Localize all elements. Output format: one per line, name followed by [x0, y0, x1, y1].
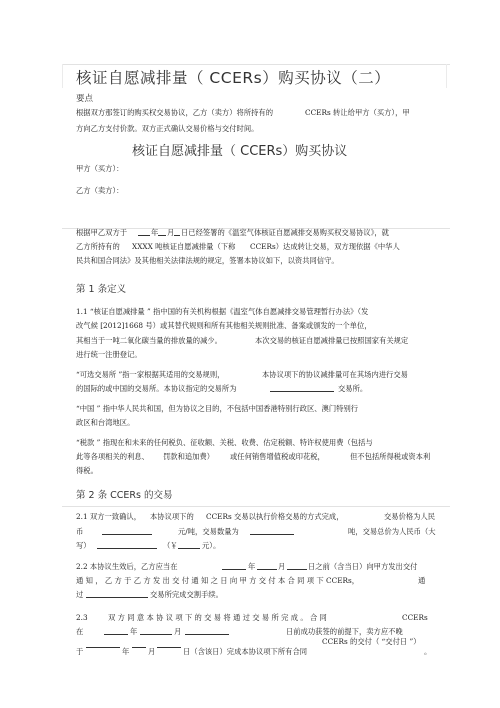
blank-line [140, 628, 172, 635]
preamble-text: 年 [151, 228, 159, 237]
clause-line: 年 [130, 627, 138, 636]
preamble-text: 根据甲乙双方于 [76, 228, 128, 237]
clause-line: 交易价格为人民 [384, 512, 436, 521]
clause-line: 通 知 ， 乙 方 于 乙 方 发 出 交 付 通 知 之 日 向 甲 方 交 付 本 合 同 项 下 CCERs， [76, 576, 360, 585]
clause-line: 交易所完成交割手续。 [150, 590, 223, 599]
preamble-text: 月 [167, 228, 175, 237]
clause-line: 2.3 [76, 613, 88, 622]
clause-line: 的国际的或中国的交易所。本协议指定的交易所为 [76, 384, 237, 393]
clause-line: 于 [76, 647, 84, 656]
clause-line: 年 [248, 562, 256, 571]
blank-line [158, 229, 166, 236]
clause-line: 日（含该日）完成本协议项下所有合同 [183, 647, 308, 656]
blank-line [104, 628, 128, 635]
clause-line: 日之前（含当日）向甲方发出交付 [308, 562, 418, 571]
clause-line: 政区和台湾地区。 [76, 418, 135, 427]
divider [446, 64, 447, 88]
blank-line [222, 563, 246, 570]
clause-line: 改气候 [2012]1668 号）或其替代规则和所有其他相关规则批准、备案或颁发的一个单位， [76, 321, 372, 330]
clause-line: 写） [76, 541, 91, 550]
clause-line: “税款 ” 指现在和未来的任何税负、征收额、关税、收费、估定税额、特许权使用费（包括与 [76, 438, 373, 447]
clause-line: 日前成功获签的前提下，卖方应不晚 [286, 627, 403, 636]
summary-line: CCERs 转让给甲方（买方），甲 [305, 108, 410, 117]
blank-line [132, 641, 146, 648]
clause-line: 通 [418, 576, 426, 585]
party-b-label: 乙方（卖方）： [76, 186, 124, 195]
clause-line: 此等各项相关的利息、 [76, 452, 149, 461]
preamble-text: CCERs）达成转让交易，双方现依据《中华人 [250, 242, 400, 251]
preamble-text: 民共和国合同法》及其他相关法律法规的规定，签署本协议如下，以资共同信守。 [76, 256, 339, 265]
clause-line: CCERs [402, 613, 428, 622]
clause-line: 月 [174, 627, 182, 636]
blank-line [86, 641, 120, 648]
summary-heading: 要点 [76, 94, 94, 104]
clause-line: 罚款和追加费） [163, 452, 215, 461]
clause-line: 得税。 [76, 466, 98, 475]
divider [62, 506, 450, 507]
clause-line: 币 [76, 527, 84, 536]
clause-line: 2.1 双方一致确认， [76, 512, 142, 521]
blank-line [157, 641, 181, 648]
clause-line: 进行统一注册登记。 [76, 350, 142, 359]
blank-line [97, 542, 157, 549]
clause-line: 或任何销售增值税或印花税， [230, 452, 325, 461]
clause-line: 交易所。 [338, 384, 368, 393]
clause-line: “可选交易所 ”指一家根据其适用的交易规则， [76, 370, 225, 379]
page-title: 核证自愿减排量（ CCERs）购买协议（二） [76, 69, 391, 87]
clause-line: CCERs 的交付（ “交付日 ”） [322, 637, 421, 646]
contract-title: 核证自愿减排量（ CCERs）购买协议 [132, 144, 348, 159]
party-a-label: 甲方（买方）： [76, 164, 124, 173]
divider [62, 64, 63, 88]
divider [62, 64, 450, 65]
clause-line: 双 方 同 意 本 协 议 项 下 的 交 易 将 通 过 交 易 所 完 成 。 合 同 [108, 613, 327, 622]
clause-line: 本协议项下的协议减排量可在其场内进行交易 [262, 370, 408, 379]
summary-line: 根据双方那签订的购买权交易协议，乙方（卖方）将所持有的 [76, 108, 274, 117]
section-heading: 第 1 条定义 [76, 284, 127, 295]
clause-line: 本次交易的核证自愿减排量已按照国家有关规定 [255, 336, 409, 345]
clause-line: （￥ [163, 541, 178, 550]
clause-line: 本协议项下的 [150, 512, 194, 521]
clause-line: 月 [148, 647, 156, 656]
summary-line: 方向乙方支付价款。双方正式确认交易价格与交付时间。 [76, 124, 259, 133]
blank-line [287, 563, 307, 570]
blank-line [138, 229, 150, 236]
blank-line [270, 385, 334, 392]
clause-line: 1.1 “核证自愿减排量 ” 指中国的有关机构根据《温室气体自愿减排交易管理暂行办法》（发 [76, 307, 369, 316]
blank-line [102, 528, 152, 535]
blank-line [178, 542, 200, 549]
blank-line [174, 229, 180, 236]
clause-line: 。 [424, 647, 432, 656]
preamble-text: 日已经签署的《温室气体核证自愿减排交易购买权交易协议》，就 [181, 228, 389, 237]
clause-line: 2.2 本协议生效后，乙方应当在 [76, 562, 178, 571]
clause-line: 年 [122, 647, 130, 656]
clause-line: 过 [76, 590, 84, 599]
clause-line: CCERs 交易以执行价格交易的方式完成， [206, 512, 344, 521]
preamble-text: 乙方所持有的 [76, 242, 120, 251]
clause-line: 元/吨，交易数量为 [178, 527, 239, 536]
clause-line: 其相当于一吨二氧化碳当量的排放量的减少。 [76, 336, 222, 345]
clause-line: “中国 ” 指中华人民共和国，但为协议之目的，不包括中国香港特别行政区、澳门特别行 [76, 404, 359, 413]
clause-line: 吨，交易总价为人民币（大 [348, 527, 436, 536]
blank-line [257, 563, 277, 570]
blank-line [185, 628, 229, 635]
blank-line [250, 528, 294, 535]
blank-line [86, 591, 148, 598]
section-heading: 第 2 条 CCERs 的交易 [76, 490, 173, 501]
clause-line: 在 [76, 627, 84, 636]
clause-line: 元）。 [202, 541, 221, 550]
preamble-text: XXXX 吨核证自愿减排量（下称 [132, 242, 236, 251]
clause-line: 月 [278, 562, 286, 571]
clause-line: 但不包括所得税或资本利 [350, 452, 431, 461]
